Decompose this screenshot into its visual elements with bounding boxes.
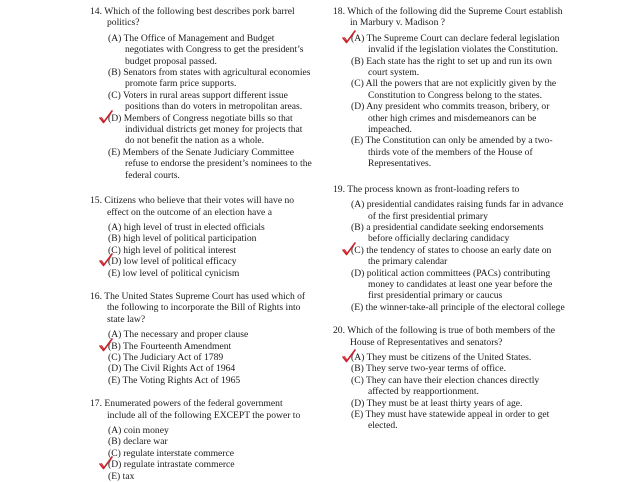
answer-option (90, 256, 312, 267)
option-letter: (A) (351, 199, 365, 211)
answer-option (333, 245, 565, 268)
question-number: 17. (90, 398, 102, 410)
option-text: They must be at least thirty years of age. (366, 397, 523, 409)
answer-option (333, 268, 565, 302)
option-text: The Voting Rights Act of 1965 (122, 374, 241, 386)
option-text: low level of political cynicism (122, 267, 240, 279)
answer-option (333, 199, 565, 222)
option-text: a presidential candidate seeking endorsements before officially declaring candidacy (366, 221, 544, 245)
question-stem (90, 6, 312, 29)
answer-options (90, 329, 312, 386)
option-letter: (A) (108, 32, 122, 44)
answer-option (90, 425, 312, 436)
question-number: 18. (333, 6, 345, 17)
option-text: high level of trust in elected officials (123, 221, 265, 233)
question-number: 14. (90, 6, 102, 17)
option-text: Any president who commits treason, bribery, or other high crimes and misdemeanors can be impeached. (366, 101, 550, 136)
option-letter: (C) (351, 244, 364, 256)
answer-options (90, 33, 312, 181)
option-text: political action committees (PACs) contributing money to candidates at least one year before the first presidential primary or caucus (366, 267, 553, 302)
option-letter: (D) (108, 459, 122, 471)
answer-option (90, 329, 312, 340)
answer-option (90, 471, 312, 482)
option-letter: (C) (108, 351, 121, 363)
question-stem (333, 325, 565, 348)
option-text: All the powers that are not explicitly given by the Constitution to Congress belong to the states. (365, 78, 557, 101)
option-letter: (B) (108, 436, 121, 448)
answer-options (333, 199, 565, 313)
question-number: 15. (90, 195, 102, 207)
question-stem (333, 184, 565, 195)
option-letter: (C) (108, 89, 121, 101)
option-text: They can have their election chances directly affected by reapportionment. (366, 374, 540, 398)
question-stem (90, 291, 312, 325)
answer-options (333, 352, 565, 432)
question-14 (90, 6, 312, 181)
option-text: high level of political participation (123, 233, 257, 245)
answer-option (90, 147, 312, 181)
checkmark-icon (342, 30, 356, 44)
checkmark-icon (99, 338, 113, 352)
answer-option (90, 113, 312, 147)
option-text: The Fourteenth Amendment (123, 340, 232, 352)
option-letter: (E) (108, 374, 121, 386)
answer-option (90, 67, 312, 90)
answer-option (333, 352, 565, 363)
answer-options (333, 33, 565, 170)
option-text: The Office of Management and Budget negotiates with Congress to get the president’s budget proposal passed. (123, 32, 304, 67)
option-letter: (B) (351, 363, 364, 375)
answer-option (333, 398, 565, 409)
option-text: They must be citizens of the United States. (366, 351, 532, 363)
option-letter: (D) (108, 112, 122, 124)
option-letter: (C) (351, 374, 364, 386)
option-letter: (D) (351, 101, 365, 113)
option-text: high level of political interest (123, 244, 237, 256)
question-stem (90, 398, 312, 421)
answer-option (90, 459, 312, 470)
option-letter: (D) (351, 397, 365, 409)
answer-option (90, 375, 312, 386)
answer-option (333, 409, 565, 432)
option-text: low level of political efficacy (123, 256, 237, 268)
checkmark-icon (99, 456, 113, 470)
answer-option (90, 90, 312, 113)
option-letter: (D) (351, 267, 365, 279)
option-text: Members of Congress negotiate bills so that individual districts get money for projects that do not benefit the nation as a whole. (123, 112, 303, 147)
option-text: regulate interstate commerce (123, 447, 235, 459)
option-text: The Constitution can only be amended by a two-thirds vote of the members of the House of Representatives. (365, 135, 553, 170)
question-16 (90, 291, 312, 386)
option-text: The Judiciary Act of 1789 (123, 351, 224, 363)
question-19 (333, 184, 565, 313)
option-letter: (D) (108, 363, 122, 375)
option-text: coin money (123, 425, 169, 436)
checkmark-icon (342, 349, 356, 363)
answer-option (333, 363, 565, 374)
option-text: the tendency of states to choose an early date on the primary calendar (366, 244, 552, 268)
option-text: Members of the Senate Judiciary Committee refuse to endorse the president’s nominees to the federal courts. (122, 146, 312, 181)
option-letter: (E) (108, 267, 121, 279)
option-letter: (E) (351, 135, 364, 147)
option-letter: (E) (351, 301, 364, 313)
answer-option (90, 222, 312, 233)
checkmark-icon (99, 253, 113, 267)
answer-option (333, 135, 565, 169)
option-letter: (A) (108, 425, 122, 436)
option-letter: (B) (108, 233, 121, 245)
question-text: Citizens who believe that their votes will have no effect on the outcome of an election have a (104, 195, 295, 218)
option-letter: (A) (108, 329, 122, 341)
question-18 (333, 6, 565, 170)
question-number: 16. (90, 290, 102, 302)
option-letter: (B) (108, 67, 121, 79)
question-text: The United States Supreme Court has used which of the following to incorporate the Bill of Rights into state law? (104, 290, 306, 325)
answer-option (90, 436, 312, 447)
checkmark-icon (99, 110, 113, 124)
option-letter: (A) (351, 32, 365, 44)
answer-option (90, 341, 312, 352)
answer-option (90, 268, 312, 279)
option-text: They must have statewide appeal in order to get elected. (365, 409, 550, 432)
option-letter: (B) (351, 55, 364, 67)
answer-option (333, 33, 565, 56)
option-letter: (C) (108, 244, 121, 256)
answer-option (90, 245, 312, 256)
answer-option (333, 375, 565, 398)
answer-option (90, 363, 312, 374)
option-text: Senators from states with agricultural economies promote farm price supports. (123, 67, 311, 90)
option-text: The Civil Rights Act of 1964 (123, 363, 236, 375)
left-column (90, 6, 312, 482)
option-text: The necessary and proper clause (123, 329, 249, 341)
answer-options (90, 425, 312, 482)
question-text: Enumerated powers of the federal government include all of the following EXCEPT the power to (104, 398, 301, 421)
right-column (333, 6, 565, 432)
option-text: regulate intrastate commerce (123, 459, 235, 471)
answer-option (333, 56, 565, 79)
answer-option (90, 33, 312, 67)
answer-option (90, 448, 312, 459)
question-17 (90, 398, 312, 482)
option-text: They serve two-year terms of office. (366, 363, 506, 375)
option-letter: (E) (108, 470, 121, 482)
question-text: Which of the following best describes pork barrel politics? (104, 6, 295, 29)
option-text: presidential candidates raising funds far in advance of the first presidential primary (366, 199, 564, 222)
answer-option (90, 233, 312, 244)
option-letter: (B) (351, 221, 364, 233)
option-letter: (E) (351, 409, 364, 420)
question-20 (333, 325, 565, 432)
option-text: Voters in rural areas support different issue positions than do voters in metropolitan areas. (123, 89, 303, 113)
answer-options (90, 222, 312, 279)
option-letter: (C) (351, 78, 364, 90)
option-letter: (C) (108, 447, 121, 459)
question-text: Which of the following is true of both members of the House of Representatives and senators? (347, 325, 556, 348)
answer-option (333, 222, 565, 245)
checkmark-icon (342, 242, 356, 256)
option-text: The Supreme Court can declare federal legislation invalid if the legislation violates the Constitution. (366, 32, 560, 56)
question-15 (90, 195, 312, 279)
question-text: The process known as front-loading refers to (347, 183, 520, 195)
option-letter: (D) (108, 256, 122, 268)
question-stem (333, 6, 565, 29)
option-text: tax (122, 470, 135, 482)
option-text: declare war (123, 436, 168, 448)
question-text: Which of the following did the Supreme Court establish in Marbury v. Madison ? (347, 6, 563, 29)
option-letter: (A) (108, 221, 122, 233)
answer-option (90, 352, 312, 363)
option-letter: (B) (108, 340, 121, 352)
option-letter: (A) (351, 351, 365, 363)
question-number: 20. (333, 325, 345, 337)
question-stem (90, 195, 312, 218)
option-text: Each state has the right to set up and run its own court system. (366, 55, 552, 79)
answer-option (333, 101, 565, 135)
option-letter: (E) (108, 146, 121, 158)
option-text: the winner-take-all principle of the electoral college (365, 301, 565, 313)
question-number: 19. (333, 183, 345, 195)
answer-option (333, 302, 565, 313)
answer-option (333, 78, 565, 101)
